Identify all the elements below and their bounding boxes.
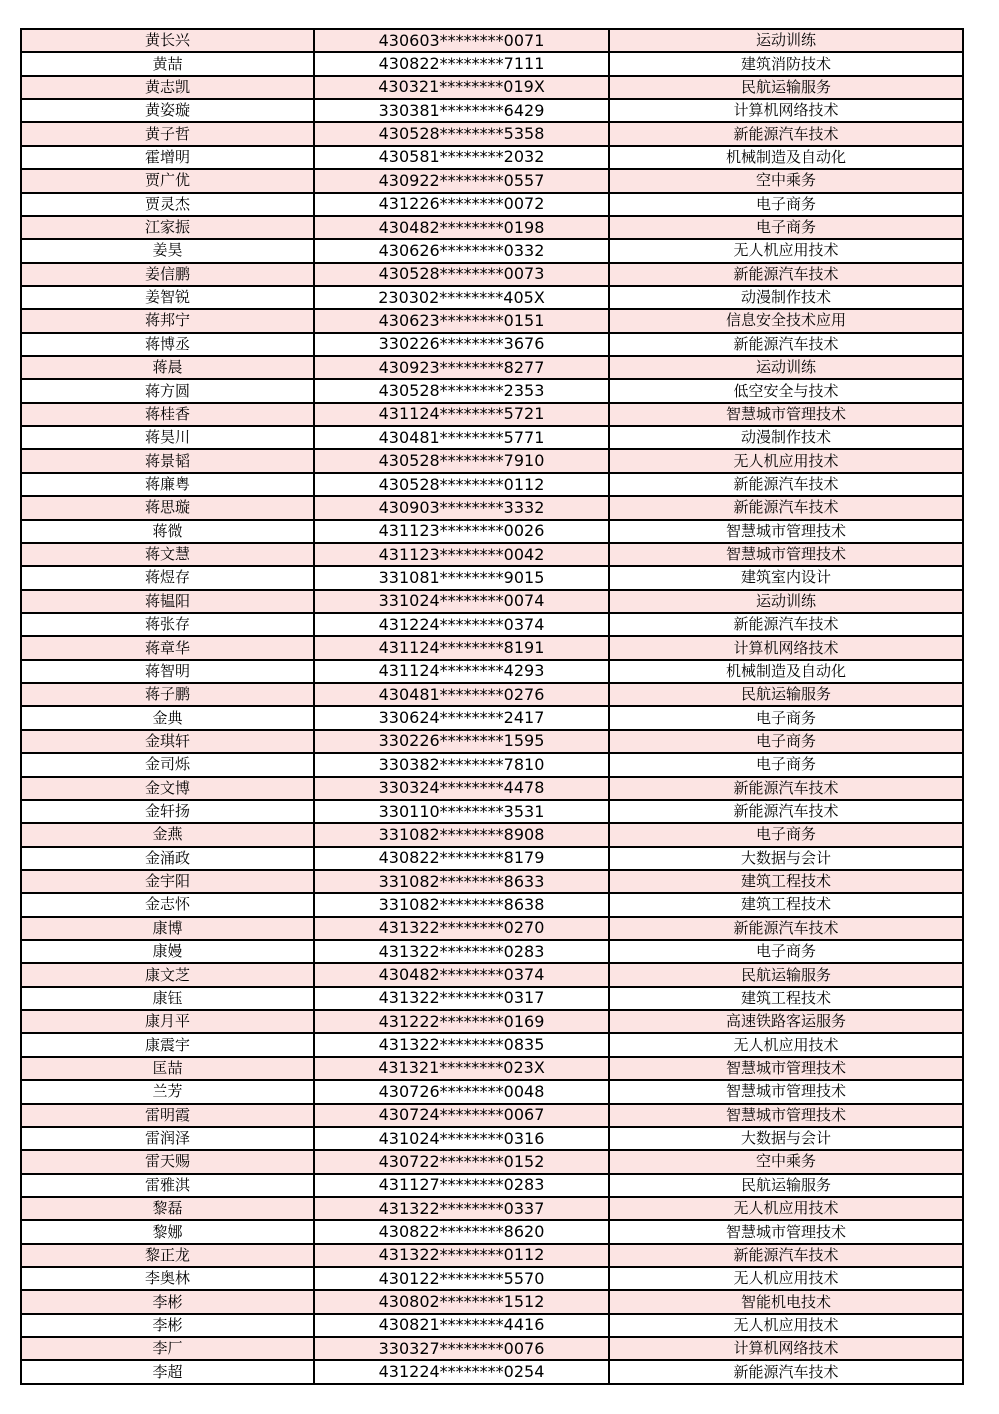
name-cell: 李奥林 <box>21 1267 314 1290</box>
major-cell: 电子商务 <box>609 940 963 963</box>
id-cell: 430482********0198 <box>314 216 609 239</box>
id-cell: 430722********0152 <box>314 1150 609 1173</box>
major-cell: 电子商务 <box>609 823 963 846</box>
id-cell: 430528********0112 <box>314 473 609 496</box>
id-cell: 430528********0073 <box>314 263 609 286</box>
name-cell: 蒋智明 <box>21 660 314 683</box>
table-row <box>21 940 963 963</box>
name-cell: 黄姿璇 <box>21 99 314 122</box>
name-cell: 金文博 <box>21 777 314 800</box>
name-cell: 蒋章华 <box>21 636 314 659</box>
id-cell: 430321********019X <box>314 76 609 99</box>
table-row <box>21 496 963 519</box>
name-cell: 蒋韫阳 <box>21 590 314 613</box>
table-row <box>21 1057 963 1080</box>
table-row <box>21 193 963 216</box>
table-row <box>21 216 963 239</box>
name-cell: 黄喆 <box>21 52 314 75</box>
name-cell: 李彬 <box>21 1290 314 1313</box>
table-row <box>21 590 963 613</box>
id-cell: 431127********0283 <box>314 1174 609 1197</box>
table-row <box>21 356 963 379</box>
id-cell: 431123********0026 <box>314 520 609 543</box>
table-row <box>21 146 963 169</box>
major-cell: 建筑工程技术 <box>609 987 963 1010</box>
table-row <box>21 1150 963 1173</box>
name-cell: 蒋方圆 <box>21 379 314 402</box>
name-cell: 康嫚 <box>21 940 314 963</box>
table-row <box>21 566 963 589</box>
name-cell: 雷润泽 <box>21 1127 314 1150</box>
id-cell: 330624********2417 <box>314 706 609 729</box>
major-cell: 电子商务 <box>609 216 963 239</box>
major-cell: 建筑消防技术 <box>609 52 963 75</box>
name-cell: 金司烁 <box>21 753 314 776</box>
id-cell: 430923********8277 <box>314 356 609 379</box>
table-row <box>21 169 963 192</box>
name-cell: 金志怀 <box>21 893 314 916</box>
name-cell: 蒋博丞 <box>21 333 314 356</box>
major-cell: 智慧城市管理技术 <box>609 1080 963 1103</box>
major-cell: 智慧城市管理技术 <box>609 520 963 543</box>
major-cell: 无人机应用技术 <box>609 239 963 262</box>
major-cell: 运动训练 <box>609 29 963 52</box>
id-cell: 430623********0151 <box>314 309 609 332</box>
id-cell: 430528********5358 <box>314 122 609 145</box>
name-cell: 蒋文慧 <box>21 543 314 566</box>
table-row <box>21 449 963 472</box>
major-cell: 新能源汽车技术 <box>609 333 963 356</box>
major-cell: 运动训练 <box>609 356 963 379</box>
major-cell: 电子商务 <box>609 753 963 776</box>
table-row <box>21 987 963 1010</box>
major-cell: 民航运输服务 <box>609 1174 963 1197</box>
table-row <box>21 1104 963 1127</box>
id-cell: 431222********0169 <box>314 1010 609 1033</box>
table-row <box>21 1244 963 1267</box>
id-cell: 431322********0270 <box>314 917 609 940</box>
id-cell: 330327********0076 <box>314 1337 609 1360</box>
major-cell: 大数据与会计 <box>609 847 963 870</box>
name-cell: 李彬 <box>21 1314 314 1337</box>
major-cell: 智慧城市管理技术 <box>609 543 963 566</box>
table-row <box>21 1010 963 1033</box>
name-cell: 李超 <box>21 1360 314 1383</box>
table-row <box>21 636 963 659</box>
name-cell: 雷明霞 <box>21 1104 314 1127</box>
name-cell: 匡喆 <box>21 1057 314 1080</box>
table-row <box>21 1267 963 1290</box>
name-cell: 姜信鹏 <box>21 263 314 286</box>
id-cell: 430603********0071 <box>314 29 609 52</box>
major-cell: 新能源汽车技术 <box>609 496 963 519</box>
table-row <box>21 1080 963 1103</box>
id-cell: 431124********8191 <box>314 636 609 659</box>
name-cell: 姜智锐 <box>21 286 314 309</box>
table-row <box>21 753 963 776</box>
name-cell: 黄志凯 <box>21 76 314 99</box>
major-cell: 动漫制作技术 <box>609 426 963 449</box>
name-cell: 蒋煜存 <box>21 566 314 589</box>
name-cell: 金燕 <box>21 823 314 846</box>
major-cell: 空中乘务 <box>609 1150 963 1173</box>
major-cell: 新能源汽车技术 <box>609 122 963 145</box>
major-cell: 运动训练 <box>609 590 963 613</box>
roster-body <box>21 29 963 1384</box>
id-cell: 230302********405X <box>314 286 609 309</box>
name-cell: 雷雅淇 <box>21 1174 314 1197</box>
name-cell: 黎正龙 <box>21 1244 314 1267</box>
table-row <box>21 1290 963 1313</box>
major-cell: 新能源汽车技术 <box>609 1360 963 1383</box>
table-row <box>21 660 963 683</box>
major-cell: 建筑工程技术 <box>609 893 963 916</box>
id-cell: 430822********8179 <box>314 847 609 870</box>
id-cell: 430482********0374 <box>314 963 609 986</box>
student-roster-table <box>20 28 964 1385</box>
major-cell: 民航运输服务 <box>609 683 963 706</box>
id-cell: 431024********0316 <box>314 1127 609 1150</box>
table-row <box>21 1033 963 1056</box>
id-cell: 431124********5721 <box>314 403 609 426</box>
id-cell: 330226********3676 <box>314 333 609 356</box>
name-cell: 康博 <box>21 917 314 940</box>
major-cell: 动漫制作技术 <box>609 286 963 309</box>
table-row <box>21 76 963 99</box>
id-cell: 331082********8638 <box>314 893 609 916</box>
name-cell: 蒋景韬 <box>21 449 314 472</box>
id-cell: 430481********5771 <box>314 426 609 449</box>
id-cell: 431224********0374 <box>314 613 609 636</box>
name-cell: 蒋晨 <box>21 356 314 379</box>
id-cell: 331081********9015 <box>314 566 609 589</box>
name-cell: 霍增明 <box>21 146 314 169</box>
table-row <box>21 239 963 262</box>
table-row <box>21 706 963 729</box>
name-cell: 李厂 <box>21 1337 314 1360</box>
major-cell: 电子商务 <box>609 706 963 729</box>
name-cell: 雷天赐 <box>21 1150 314 1173</box>
major-cell: 新能源汽车技术 <box>609 800 963 823</box>
id-cell: 331082********8633 <box>314 870 609 893</box>
id-cell: 430821********4416 <box>314 1314 609 1337</box>
id-cell: 330110********3531 <box>314 800 609 823</box>
id-cell: 331082********8908 <box>314 823 609 846</box>
name-cell: 贾广优 <box>21 169 314 192</box>
name-cell: 蒋微 <box>21 520 314 543</box>
id-cell: 430822********8620 <box>314 1220 609 1243</box>
name-cell: 金轩扬 <box>21 800 314 823</box>
id-cell: 430724********0067 <box>314 1104 609 1127</box>
major-cell: 建筑室内设计 <box>609 566 963 589</box>
id-cell: 430528********7910 <box>314 449 609 472</box>
major-cell: 建筑工程技术 <box>609 870 963 893</box>
table-row <box>21 1314 963 1337</box>
major-cell: 电子商务 <box>609 193 963 216</box>
table-row <box>21 870 963 893</box>
name-cell: 康月平 <box>21 1010 314 1033</box>
table-row <box>21 520 963 543</box>
table-row <box>21 1220 963 1243</box>
major-cell: 新能源汽车技术 <box>609 917 963 940</box>
major-cell: 无人机应用技术 <box>609 1314 963 1337</box>
id-cell: 431123********0042 <box>314 543 609 566</box>
table-row <box>21 122 963 145</box>
table-row <box>21 1197 963 1220</box>
id-cell: 431224********0254 <box>314 1360 609 1383</box>
table-row <box>21 893 963 916</box>
table-row <box>21 800 963 823</box>
name-cell: 康钰 <box>21 987 314 1010</box>
table-row <box>21 1127 963 1150</box>
name-cell: 兰芳 <box>21 1080 314 1103</box>
name-cell: 蒋思璇 <box>21 496 314 519</box>
name-cell: 黎磊 <box>21 1197 314 1220</box>
major-cell: 无人机应用技术 <box>609 1033 963 1056</box>
id-cell: 430528********2353 <box>314 379 609 402</box>
id-cell: 430626********0332 <box>314 239 609 262</box>
name-cell: 蒋邦宁 <box>21 309 314 332</box>
id-cell: 430903********3332 <box>314 496 609 519</box>
table-row <box>21 1360 963 1383</box>
table-row <box>21 403 963 426</box>
major-cell: 新能源汽车技术 <box>609 777 963 800</box>
major-cell: 电子商务 <box>609 730 963 753</box>
id-cell: 330381********6429 <box>314 99 609 122</box>
table-row <box>21 473 963 496</box>
name-cell: 蒋昊川 <box>21 426 314 449</box>
major-cell: 机械制造及自动化 <box>609 660 963 683</box>
table-row <box>21 963 963 986</box>
name-cell: 黄子哲 <box>21 122 314 145</box>
major-cell: 低空安全与技术 <box>609 379 963 402</box>
name-cell: 蒋廉粤 <box>21 473 314 496</box>
name-cell: 黎娜 <box>21 1220 314 1243</box>
major-cell: 无人机应用技术 <box>609 449 963 472</box>
name-cell: 金琪轩 <box>21 730 314 753</box>
major-cell: 空中乘务 <box>609 169 963 192</box>
name-cell: 黄长兴 <box>21 29 314 52</box>
name-cell: 蒋张存 <box>21 613 314 636</box>
name-cell: 康文芝 <box>21 963 314 986</box>
id-cell: 430822********7111 <box>314 52 609 75</box>
name-cell: 金典 <box>21 706 314 729</box>
major-cell: 大数据与会计 <box>609 1127 963 1150</box>
id-cell: 431322********0337 <box>314 1197 609 1220</box>
major-cell: 计算机网络技术 <box>609 1337 963 1360</box>
name-cell: 江家振 <box>21 216 314 239</box>
major-cell: 无人机应用技术 <box>609 1267 963 1290</box>
table-row <box>21 52 963 75</box>
id-cell: 431322********0835 <box>314 1033 609 1056</box>
table-row <box>21 1337 963 1360</box>
table-row <box>21 333 963 356</box>
major-cell: 计算机网络技术 <box>609 99 963 122</box>
table-row <box>21 847 963 870</box>
table-row <box>21 426 963 449</box>
name-cell: 姜昊 <box>21 239 314 262</box>
id-cell: 330324********4478 <box>314 777 609 800</box>
major-cell: 智能机电技术 <box>609 1290 963 1313</box>
id-cell: 430481********0276 <box>314 683 609 706</box>
name-cell: 蒋桂香 <box>21 403 314 426</box>
id-cell: 431322********0317 <box>314 987 609 1010</box>
table-row <box>21 286 963 309</box>
name-cell: 康震宇 <box>21 1033 314 1056</box>
major-cell: 智慧城市管理技术 <box>609 1220 963 1243</box>
major-cell: 智慧城市管理技术 <box>609 1057 963 1080</box>
table-row <box>21 823 963 846</box>
id-cell: 430922********0557 <box>314 169 609 192</box>
name-cell: 金涌政 <box>21 847 314 870</box>
id-cell: 431124********4293 <box>314 660 609 683</box>
name-cell: 蒋子鹏 <box>21 683 314 706</box>
major-cell: 民航运输服务 <box>609 963 963 986</box>
id-cell: 331024********0074 <box>314 590 609 613</box>
id-cell: 430726********0048 <box>314 1080 609 1103</box>
major-cell: 新能源汽车技术 <box>609 473 963 496</box>
table-row <box>21 309 963 332</box>
name-cell: 金宇阳 <box>21 870 314 893</box>
id-cell: 431226********0072 <box>314 193 609 216</box>
id-cell: 431322********0283 <box>314 940 609 963</box>
major-cell: 智慧城市管理技术 <box>609 403 963 426</box>
major-cell: 民航运输服务 <box>609 76 963 99</box>
table-row <box>21 730 963 753</box>
major-cell: 新能源汽车技术 <box>609 1244 963 1267</box>
id-cell: 431321********023X <box>314 1057 609 1080</box>
major-cell: 新能源汽车技术 <box>609 263 963 286</box>
id-cell: 330382********7810 <box>314 753 609 776</box>
table-row <box>21 99 963 122</box>
major-cell: 机械制造及自动化 <box>609 146 963 169</box>
table-row <box>21 613 963 636</box>
name-cell: 贾灵杰 <box>21 193 314 216</box>
id-cell: 430122********5570 <box>314 1267 609 1290</box>
major-cell: 新能源汽车技术 <box>609 613 963 636</box>
id-cell: 431322********0112 <box>314 1244 609 1267</box>
table-row <box>21 917 963 940</box>
id-cell: 330226********1595 <box>314 730 609 753</box>
table-row <box>21 543 963 566</box>
major-cell: 高速铁路客运服务 <box>609 1010 963 1033</box>
major-cell: 信息安全技术应用 <box>609 309 963 332</box>
id-cell: 430581********2032 <box>314 146 609 169</box>
table-row <box>21 777 963 800</box>
table-row <box>21 379 963 402</box>
major-cell: 智慧城市管理技术 <box>609 1104 963 1127</box>
table-row <box>21 29 963 52</box>
id-cell: 430802********1512 <box>314 1290 609 1313</box>
table-row <box>21 683 963 706</box>
major-cell: 计算机网络技术 <box>609 636 963 659</box>
table-row <box>21 1174 963 1197</box>
table-row <box>21 263 963 286</box>
major-cell: 无人机应用技术 <box>609 1197 963 1220</box>
